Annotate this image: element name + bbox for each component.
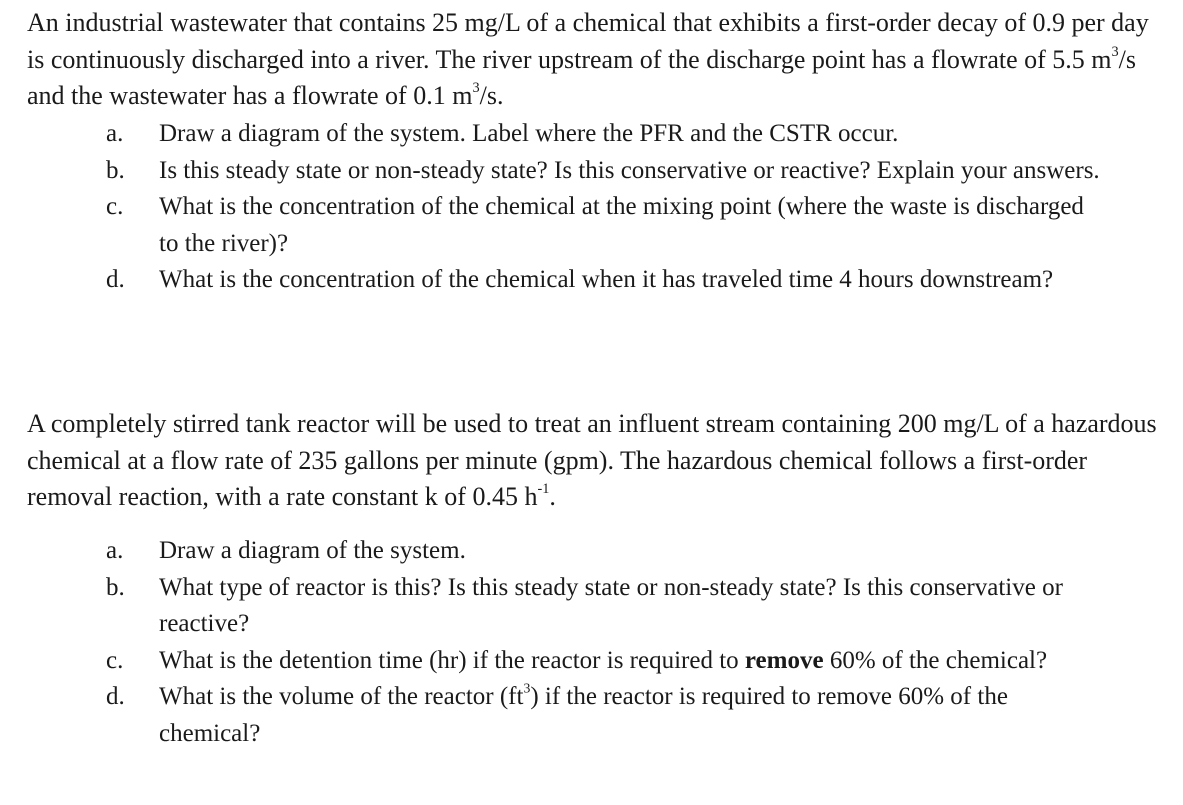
superscript: 3 [523, 680, 531, 696]
question-text: What is the concentration of the chemical when it has traveled time 4 hours downstream? [159, 266, 1054, 293]
question-text-part: What is the volume of the reactor (ft [159, 683, 524, 710]
superscript: -1 [537, 480, 550, 497]
list-item [106, 153, 1106, 190]
question-text-part: 60% of the chemical? [823, 646, 1048, 674]
question-text-part: What is the detention time (hr) if the reactor is required to [159, 646, 745, 674]
question-text: Draw a diagram of the system. Label where the PFR and the CSTR occur. [159, 120, 899, 147]
problem2-intro-text-b: . [549, 482, 556, 511]
superscript: 3 [472, 79, 480, 96]
list-marker: b. [106, 156, 125, 184]
problem1-intro [27, 5, 1157, 115]
question-text: Draw a diagram of the system. [159, 537, 466, 564]
problem1-intro-text-c: /s. [479, 81, 504, 110]
list-marker: c. [106, 193, 124, 220]
question-text: What type of reactor is this? Is this steady state or non-steady state? Is this conservative or reactive? [159, 573, 1063, 637]
question-text-part: ) if the reactor is required to remove 60% of the chemical? [159, 683, 1008, 747]
problem2-question-list [106, 533, 1106, 752]
problem1-question-list [106, 116, 1106, 299]
question-text [159, 643, 1106, 680]
list-marker: a. [106, 537, 124, 564]
bold-emphasis: remove [744, 646, 824, 674]
list-item [106, 116, 1106, 153]
list-marker: b. [106, 573, 125, 601]
list-item [106, 643, 1106, 680]
problem1-intro-text-b: /s and the wastewater has a flowrate of 0.1 m [27, 44, 1137, 110]
list-item [106, 533, 1106, 570]
list-item [106, 570, 1106, 643]
superscript: 3 [1111, 43, 1119, 60]
problem2-intro-text-a: A completely stirred tank reactor will be used to treat an influent stream containing 200 mg/L of a hazardous chemical at a flow rate of 235 gallons per minute (gpm). The hazardous chemical follows a first-order removal reaction, with a rate constant k of 0.45 h [27, 409, 1157, 511]
list-marker: d. [106, 266, 125, 293]
list-marker: c. [106, 646, 124, 674]
list-marker: d. [106, 683, 125, 710]
list-item [106, 262, 1106, 299]
problem1-intro-text-a: An industrial wastewater that contains 25 mg/L of a chemical that exhibits a first-order decay of 0.9 per day is continuously discharged into a river. The river upstream of the discharge point has a flowrate of 5.5 m [27, 8, 1149, 74]
problem2-intro [27, 406, 1157, 516]
question-text: What is the concentration of the chemical at the mixing point (where the waste is discharged to the river)? [159, 193, 1084, 257]
list-item [106, 679, 1106, 752]
list-marker: a. [106, 120, 124, 147]
question-text: Is this steady state or non-steady state? Is this conservative or reactive? Explain your answers. [159, 156, 1100, 184]
list-item [106, 189, 1106, 262]
question-text [159, 679, 1106, 752]
